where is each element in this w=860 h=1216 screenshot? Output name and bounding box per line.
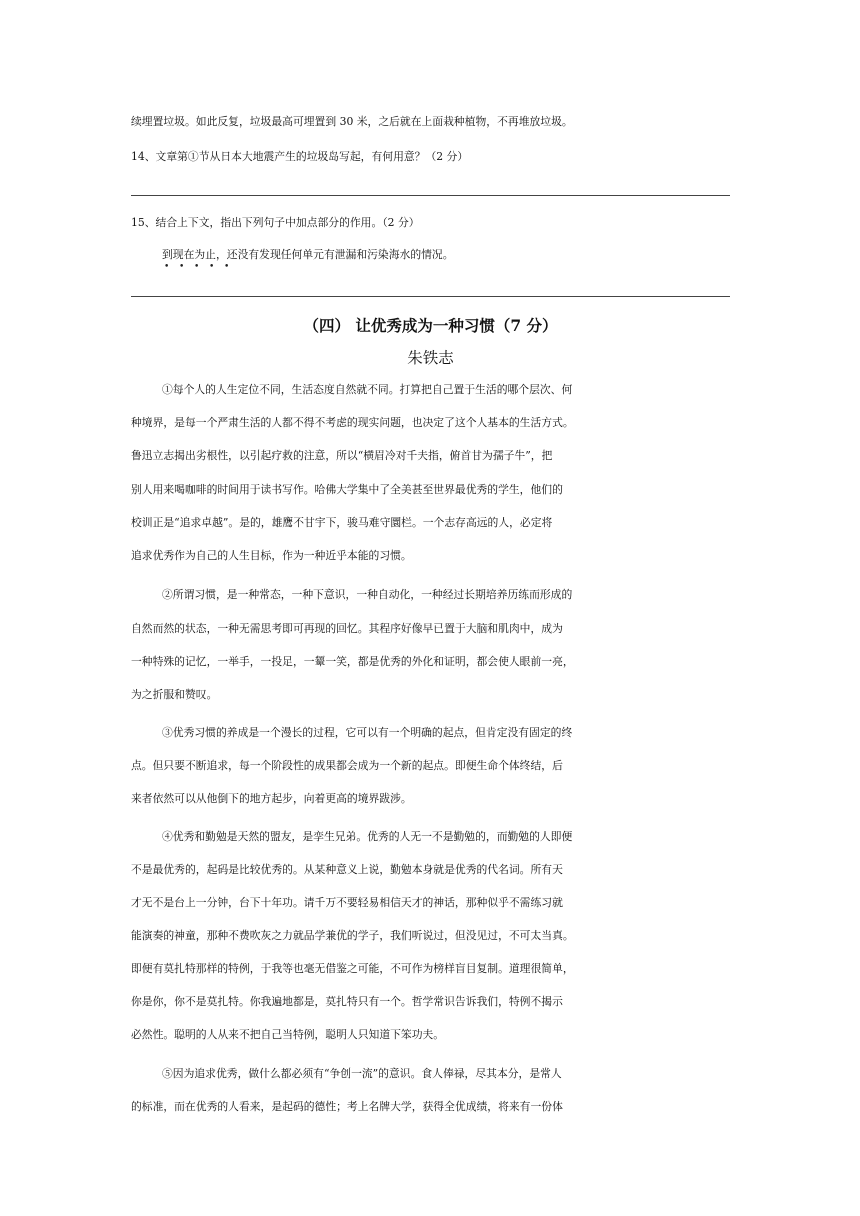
emphasis-dot: • (224, 262, 230, 272)
answer-line-15[interactable] (131, 296, 730, 297)
section-title: （四） 让优秀成为一种习惯（7 分） (303, 316, 558, 335)
text-line: 不是最优秀的，起码是比较优秀的。从某种意义上说，勤勉本身就是优秀的代名词。所有天 (131, 863, 563, 876)
emphasis-dot: • (164, 262, 170, 272)
text-line: 点。但只要不断追求，每一个阶段性的成果都会成为一个新的起点。即便生命个体终结，后 (131, 759, 563, 772)
text-line: 一种特殊的记忆，一举手，一投足，一颦一笑，都是优秀的外化和证明，都会使人眼前一亮， (131, 655, 574, 668)
answer-line-14[interactable] (131, 195, 730, 196)
text-line: 即便有莫扎特那样的特例，于我等也毫无借鉴之可能，不可作为榜样盲目复制。道理很简单， (131, 962, 574, 975)
text-line: ②所谓习惯，是一种常态，一种下意识，一种自动化，一种经过长期培养历练而形成的 (162, 588, 573, 601)
question-14: 14、文章第①节从日本大地震产生的垃圾岛写起，有何用意？（2 分） (131, 150, 469, 163)
text-line: ①每个人的人生定位不同，生活态度自然就不同。打算把自己置于生活的哪个层次、何 (162, 383, 573, 396)
text-line: 种境界，是每一个严肃生活的人都不得不考虑的现实问题，也决定了这个人基本的生活方式。 (131, 416, 574, 429)
text-line: 校训正是“追求卓越”。是的，雄鹰不甘宇下，骏马难守圜栏。一个志存高远的人，必定将 (131, 516, 553, 529)
text-line: 鲁迅立志揭出劣根性，以引起疗救的注意，所以“横眉冷对千夫指，俯首甘为孺子牛”，把 (131, 449, 553, 462)
text-line: 别人用来喝咖啡的时间用于读书写作。哈佛大学集中了全美甚至世界最优秀的学生，他们的 (131, 483, 563, 496)
emphasis-dot: • (179, 262, 185, 272)
continuation-line: 续埋置垃圾。如此反复，垃圾最高可埋置到 30 米，之后就在上面栽种植物，不再堆放垃圾。 (131, 115, 573, 128)
emphasis-dot: • (209, 262, 215, 272)
text-line: 追求优秀作为自己的人生目标，作为一种近乎本能的习惯。 (131, 549, 412, 562)
question-15-prompt: 15、结合上下文，指出下列句子中加点部分的作用。（2 分） (131, 216, 420, 229)
text-line: 来者依然可以从他倒下的地方起步，向着更高的境界跋涉。 (131, 792, 412, 805)
text-line: ③优秀习惯的养成是一个漫长的过程，它可以有一个明确的起点，但肯定没有固定的终 (162, 726, 573, 739)
text-line: 能演奏的神童，那种不费吹灰之力就品学兼优的学子，我们听说过，但没见过，不可太当真。 (131, 929, 574, 942)
text-line: ④优秀和勤勉是天然的盟友，是孪生兄弟。优秀的人无一不是勤勉的，而勤勉的人即便 (162, 830, 573, 843)
text-line: 的标准，而在优秀的人看来，是起码的德性；考上名牌大学，获得全优成绩，将来有一份体 (131, 1100, 563, 1113)
text-line: 为之折服和赞叹。 (131, 688, 218, 701)
text-line: 你是你，你不是莫扎特。你我遍地都是，莫扎特只有一个。哲学常识告诉我们，特例不揭示 (131, 995, 563, 1008)
text-line: ⑤因为追求优秀，做什么都必须有“争创一流”的意识。食人俸禄，尽其本分，是常人 (162, 1067, 562, 1080)
question-15-sentence: 到现在为止，还没有发现任何单元有泄漏和污染海水的情况。 (162, 248, 454, 261)
text-line: 才无不是台上一分钟，台下十年功。请千万不要轻易相信天才的神话，那种似乎不需练习就 (131, 896, 563, 909)
emphasis-dot: • (194, 262, 200, 272)
text-line: 自然而然的状态，一种无需思考即可再现的回忆。其程序好像早已置于大脑和肌肉中，成为 (131, 622, 563, 635)
text-line: 必然性。聪明的人从来不把自己当特例，聪明人只知道下笨功夫。 (131, 1028, 445, 1041)
author: 朱铁志 (407, 349, 454, 367)
